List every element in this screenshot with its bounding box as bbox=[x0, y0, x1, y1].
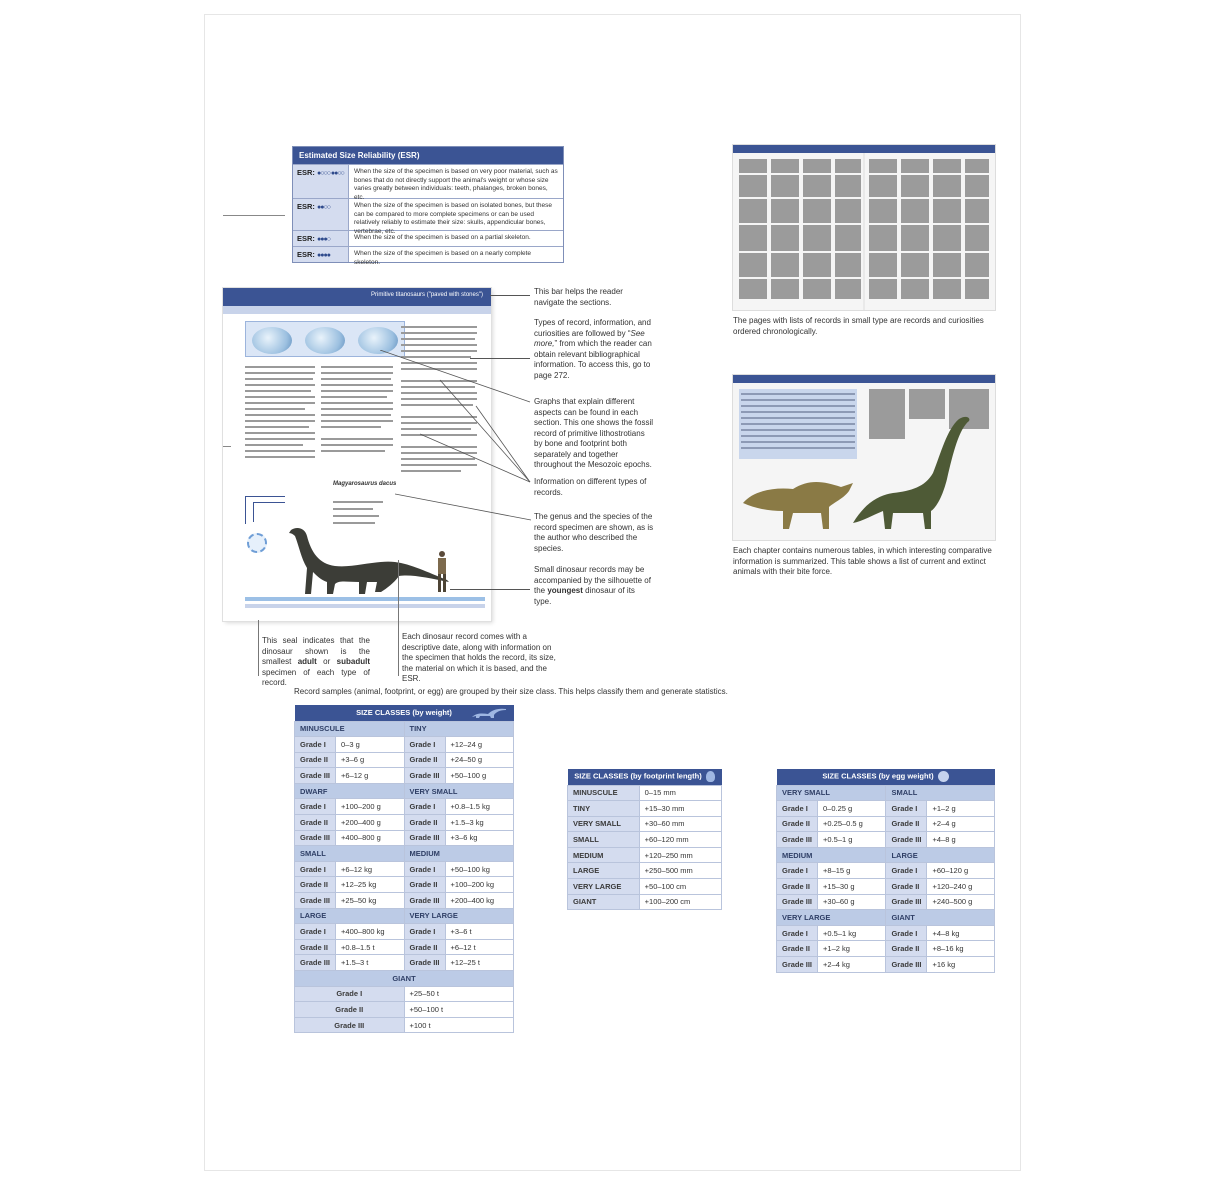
range-value: +400–800 kg bbox=[336, 924, 404, 940]
table-row bbox=[777, 832, 995, 848]
size-class-label: LARGE bbox=[886, 847, 995, 863]
grade-label: Grade I bbox=[777, 863, 818, 879]
human-silhouette-icon bbox=[435, 550, 449, 594]
size-class-label: LARGE bbox=[295, 908, 405, 924]
table-row bbox=[295, 924, 514, 940]
range-value: +8–16 kg bbox=[927, 941, 995, 957]
table-row bbox=[777, 863, 995, 879]
category-row bbox=[777, 847, 995, 863]
bite-force-spread bbox=[733, 375, 995, 540]
esr-dots-icon: ●●●● bbox=[317, 252, 330, 259]
table-row bbox=[777, 941, 995, 957]
grade-label: Grade II bbox=[777, 941, 818, 957]
size-class-label: VERY SMALL bbox=[404, 783, 514, 799]
range-value: +3–6 t bbox=[445, 924, 513, 940]
category-row bbox=[295, 846, 514, 862]
grade-label: Grade II bbox=[886, 816, 927, 832]
table-row bbox=[295, 830, 514, 846]
table-row bbox=[295, 737, 514, 753]
range-value: +250–500 mm bbox=[639, 863, 721, 879]
annotation-lists: The pages with lists of records in small type are records and curiosities ordered chronologically. bbox=[733, 316, 984, 336]
table-title: SIZE CLASSES (by footprint length) bbox=[568, 769, 722, 785]
height-scale bbox=[245, 597, 485, 601]
annotation-types: Types of record, information, and curiosities are followed by “See more,” from which the reader can obtain relevant bibliographical information. To access this, go to page 272. bbox=[534, 318, 652, 380]
grade-label: Grade I bbox=[404, 799, 445, 815]
table-row bbox=[295, 955, 514, 971]
category-row bbox=[295, 908, 514, 924]
grade-label: Grade I bbox=[295, 986, 405, 1002]
timeline-scale bbox=[223, 306, 491, 314]
grade-label: Grade II bbox=[404, 877, 445, 893]
range-value: +2–4 kg bbox=[818, 957, 886, 973]
table-title: SIZE CLASSES (by weight) bbox=[295, 705, 514, 721]
grade-label: Grade II bbox=[295, 939, 336, 955]
size-classes-egg-table bbox=[776, 769, 995, 973]
size-class-label: VERY LARGE bbox=[777, 910, 886, 926]
table-row bbox=[568, 879, 722, 895]
range-value: +0.5–1 g bbox=[818, 832, 886, 848]
range-value: +25–50 t bbox=[404, 986, 514, 1002]
size-class-label: SMALL bbox=[886, 785, 995, 801]
annotation-record-samples: Record samples (animal, footprint, or egg) are grouped by their size class. This helps classify them and generate statistics. bbox=[294, 687, 728, 696]
grade-label: Grade I bbox=[777, 925, 818, 941]
table-row bbox=[568, 785, 722, 801]
range-value: +240–500 g bbox=[927, 894, 995, 910]
range-value: 0–15 mm bbox=[639, 785, 721, 801]
table-row bbox=[295, 768, 514, 784]
sauropod-icon bbox=[470, 707, 510, 719]
size-class-label: GIANT bbox=[886, 910, 995, 926]
range-value: +25–50 kg bbox=[336, 893, 404, 909]
table-row bbox=[568, 816, 722, 832]
grade-label: Grade II bbox=[295, 752, 336, 768]
table-row bbox=[568, 863, 722, 879]
table-row bbox=[568, 832, 722, 848]
grade-label: LARGE bbox=[568, 863, 640, 879]
size-class-label: MINUSCULE bbox=[295, 721, 405, 737]
grade-label: GIANT bbox=[568, 894, 640, 910]
range-value: +6–12 t bbox=[445, 939, 513, 955]
grade-label: Grade II bbox=[295, 815, 336, 831]
table-row bbox=[295, 893, 514, 909]
range-value: +1–2 kg bbox=[818, 941, 886, 957]
range-value: +2–4 g bbox=[927, 816, 995, 832]
globe-icon bbox=[305, 327, 345, 354]
grade-label: Grade III bbox=[886, 894, 927, 910]
grade-label: Grade I bbox=[886, 925, 927, 941]
section-bar: Primitive titanosaurs ("paved with stones") bbox=[223, 288, 491, 306]
annotation-bar: This bar helps the reader navigate the sections. bbox=[534, 287, 623, 307]
grade-label: Grade III bbox=[295, 893, 336, 909]
grade-label: Grade III bbox=[404, 830, 445, 846]
grade-label: Grade II bbox=[777, 816, 818, 832]
range-value: +6–12 g bbox=[336, 768, 404, 784]
range-value: +15–30 g bbox=[818, 879, 886, 895]
range-value: +200–400 kg bbox=[445, 893, 513, 909]
grade-label: Grade I bbox=[295, 924, 336, 940]
category-row bbox=[295, 721, 514, 737]
range-value: +6–12 kg bbox=[336, 861, 404, 877]
grade-label: SMALL bbox=[568, 832, 640, 848]
grade-label: Grade III bbox=[295, 1017, 405, 1033]
esr-dots-icon: ●●●○ bbox=[317, 236, 330, 243]
grade-label: Grade III bbox=[295, 768, 336, 784]
grade-label: MINUSCULE bbox=[568, 785, 640, 801]
range-value: +50–100 g bbox=[445, 768, 513, 784]
esr-row: ESR: ●●○○ When the size of the specimen is based on isolated bones, but these can be compared to more complete specimens or can be used relatively reliably to estimate their size: skulls, appendicular bones, vertebrae, etc. bbox=[293, 198, 563, 230]
range-value: +100–200 cm bbox=[639, 894, 721, 910]
grade-label: Grade III bbox=[295, 955, 336, 971]
range-value: +12–24 g bbox=[445, 737, 513, 753]
range-value: +15–30 mm bbox=[639, 801, 721, 817]
range-value: +3–6 g bbox=[336, 752, 404, 768]
grade-label: Grade III bbox=[777, 894, 818, 910]
esr-dots-icon: ●○○○ ●●○○ bbox=[317, 170, 344, 177]
size-class-label: SMALL bbox=[295, 846, 405, 862]
size-class-label: GIANT bbox=[295, 971, 514, 987]
size-classes-weight-table bbox=[294, 705, 514, 1033]
grade-label: MEDIUM bbox=[568, 847, 640, 863]
table-row bbox=[568, 847, 722, 863]
category-row bbox=[295, 971, 514, 987]
size-class-label: VERY SMALL bbox=[777, 785, 886, 801]
table-row bbox=[777, 879, 995, 895]
size-class-label: TINY bbox=[404, 721, 514, 737]
range-value: 0–0.25 g bbox=[818, 801, 886, 817]
grade-label: Grade II bbox=[886, 941, 927, 957]
grade-label: Grade III bbox=[404, 768, 445, 784]
size-class-label: MEDIUM bbox=[404, 846, 514, 862]
grade-label: Grade III bbox=[295, 830, 336, 846]
table-row bbox=[777, 801, 995, 817]
esr-text: When the size of the specimen is based on isolated bones, but these can be compared to more complete specimens or can be used relatively reliably to estimate their size: skulls, appendicular bones, vertebrae, etc. bbox=[354, 202, 553, 235]
table-row bbox=[295, 939, 514, 955]
range-value: +50–100 cm bbox=[639, 879, 721, 895]
range-value: +50–100 t bbox=[404, 1002, 514, 1018]
size-class-label: DWARF bbox=[295, 783, 405, 799]
esr-title: Estimated Size Reliability (ESR) bbox=[293, 147, 563, 164]
range-value: +50–100 kg bbox=[445, 861, 513, 877]
grade-label: Grade I bbox=[295, 799, 336, 815]
grade-label: VERY SMALL bbox=[568, 816, 640, 832]
range-value: +1–2 g bbox=[927, 801, 995, 817]
range-value: +1.5–3 kg bbox=[445, 815, 513, 831]
range-value: +120–240 g bbox=[927, 879, 995, 895]
range-value: +0.8–1.5 kg bbox=[445, 799, 513, 815]
grade-label: Grade II bbox=[777, 879, 818, 895]
grade-label: Grade I bbox=[886, 801, 927, 817]
range-value: +4–8 kg bbox=[927, 925, 995, 941]
table-title: SIZE CLASSES (by egg weight) bbox=[777, 769, 995, 785]
table-row bbox=[295, 815, 514, 831]
range-value: +60–120 g bbox=[927, 863, 995, 879]
annotation-seal: This seal indicates that the dinosaur shown is the smallest adult or subadult specimen of each type of record. bbox=[262, 636, 370, 687]
annotation-chapter: Each chapter contains numerous tables, in which interesting comparative information is summarized. This table shows a list of current and extinct animals with their bite force. bbox=[733, 546, 992, 576]
grade-label: Grade III bbox=[886, 957, 927, 973]
range-value: +200–400 g bbox=[336, 815, 404, 831]
footprint-icon bbox=[706, 771, 715, 782]
grade-label: Grade III bbox=[777, 957, 818, 973]
grade-label: Grade II bbox=[295, 1002, 405, 1018]
esr-text: When the size of the specimen is based on a nearly complete skeleton. bbox=[354, 250, 532, 266]
esr-row: ESR: ●●●○ When the size of the specimen is based on a partial skeleton. bbox=[293, 230, 563, 246]
annotation-graphs: Graphs that explain different aspects can be found in each section. This one shows the fossil record of primitive lithostrotians by bone and footprint both separately and together throughout the Mesozoic epochs. bbox=[534, 397, 654, 469]
table-row bbox=[295, 752, 514, 768]
size-class-label: VERY LARGE bbox=[404, 908, 514, 924]
esr-table bbox=[292, 146, 564, 266]
grade-label: Grade II bbox=[404, 815, 445, 831]
annotation-info: Information on different types of records. bbox=[534, 477, 647, 497]
range-value: +12–25 kg bbox=[336, 877, 404, 893]
esr-row: ESR: ●○○○ ●●○○ When the size of the specimen is based on very poor material, such as bones that do not directly support the animal's weight or whose size varies greatly between individuals: teeth, phalanges, broken bones, etc. bbox=[293, 164, 563, 198]
category-row bbox=[777, 785, 995, 801]
table-row bbox=[777, 957, 995, 973]
grade-label: Grade III bbox=[886, 832, 927, 848]
range-value: +24–50 g bbox=[445, 752, 513, 768]
annotation-record: Each dinosaur record comes with a descriptive date, along with information on the specimen that holds the record, its size, the material on which it is based, and the ESR. bbox=[402, 632, 556, 683]
leader-line bbox=[223, 215, 285, 216]
grade-label: Grade I bbox=[404, 924, 445, 940]
esr-dots-icon: ●●○○ bbox=[317, 204, 330, 211]
range-value: +100–200 g bbox=[336, 799, 404, 815]
range-value: +30–60 g bbox=[818, 894, 886, 910]
grade-label: Grade III bbox=[404, 893, 445, 909]
table-row bbox=[295, 877, 514, 893]
size-class-label: MEDIUM bbox=[777, 847, 886, 863]
table-row bbox=[568, 801, 722, 817]
range-value: +0.8–1.5 t bbox=[336, 939, 404, 955]
range-value: +16 kg bbox=[927, 957, 995, 973]
range-value: +8–15 g bbox=[818, 863, 886, 879]
range-value: +0.25–0.5 g bbox=[818, 816, 886, 832]
grade-label: Grade III bbox=[404, 955, 445, 971]
grade-label: Grade I bbox=[295, 737, 336, 753]
annotation-small-records: Small dinosaur records may be accompanied by the silhouette of the youngest dinosaur of its type. bbox=[534, 565, 651, 606]
range-value: 0–3 g bbox=[336, 737, 404, 753]
grade-label: Grade I bbox=[404, 861, 445, 877]
range-value: +0.5–1 kg bbox=[818, 925, 886, 941]
esr-text: When the size of the specimen is based on a partial skeleton. bbox=[354, 234, 531, 241]
range-value: +30–60 mm bbox=[639, 816, 721, 832]
range-value: +120–250 mm bbox=[639, 847, 721, 863]
table-row bbox=[295, 1017, 514, 1033]
leader-lines bbox=[380, 350, 540, 490]
grade-label: VERY LARGE bbox=[568, 879, 640, 895]
range-value: +3–6 kg bbox=[445, 830, 513, 846]
table-row bbox=[295, 799, 514, 815]
annotation-genus: The genus and the species of the record specimen are shown, as is the author who described the species. bbox=[534, 512, 654, 553]
table-row bbox=[777, 894, 995, 910]
category-row bbox=[295, 783, 514, 799]
grade-label: Grade II bbox=[295, 877, 336, 893]
range-value: +100–200 kg bbox=[445, 877, 513, 893]
grade-label: Grade I bbox=[404, 737, 445, 753]
grade-label: Grade II bbox=[886, 879, 927, 895]
sauropod-silhouette-icon bbox=[283, 524, 453, 596]
range-value: +60–120 mm bbox=[639, 832, 721, 848]
species-name: Magyarosaurus dacus bbox=[333, 481, 397, 487]
grade-label: Grade III bbox=[777, 832, 818, 848]
grade-label: Grade I bbox=[777, 801, 818, 817]
grade-label: Grade I bbox=[886, 863, 927, 879]
globe-icon bbox=[252, 327, 292, 354]
range-value: +100 t bbox=[404, 1017, 514, 1033]
smallest-specimen-seal-icon bbox=[247, 533, 267, 553]
grade-label: Grade II bbox=[404, 752, 445, 768]
table-row bbox=[295, 986, 514, 1002]
esr-text: When the size of the specimen is based on very poor material, such as bones that do not directly support the animal's weight or whose size varies greatly between individuals: teeth, phalanges, broken bones, etc. bbox=[354, 168, 558, 201]
table-row bbox=[777, 925, 995, 941]
category-row bbox=[777, 910, 995, 926]
size-classes-footprint-table bbox=[567, 769, 722, 910]
record-list-spread bbox=[733, 145, 995, 310]
range-value: +1.5–3 t bbox=[336, 955, 404, 971]
range-value: +12–25 t bbox=[445, 955, 513, 971]
range-value: +400–800 g bbox=[336, 830, 404, 846]
table-row bbox=[295, 1002, 514, 1018]
grade-label: Grade I bbox=[295, 861, 336, 877]
table-row bbox=[295, 861, 514, 877]
range-value: +4–8 g bbox=[927, 832, 995, 848]
grade-label: Grade II bbox=[404, 939, 445, 955]
egg-icon bbox=[938, 771, 949, 782]
table-row bbox=[568, 894, 722, 910]
grade-label: TINY bbox=[568, 801, 640, 817]
esr-row: ESR: ●●●● When the size of the specimen is based on a nearly complete skeleton. bbox=[293, 246, 563, 262]
table-row bbox=[777, 816, 995, 832]
